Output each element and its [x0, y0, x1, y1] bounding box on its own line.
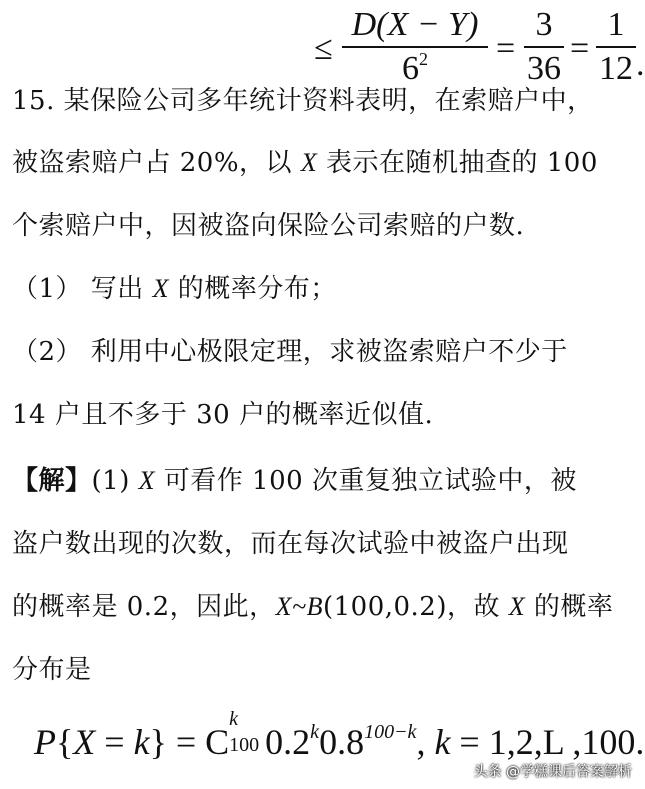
text-segment: ,: [416, 722, 435, 762]
prob-symbol: P: [34, 722, 56, 762]
question-2: （2） 利用中心极限定理，求被盗索赔户不少于: [12, 337, 568, 367]
exponent-100-minus-k: 100−k: [364, 721, 417, 743]
equals-sign: =: [570, 30, 590, 67]
fraction-denominator: 36: [527, 50, 561, 87]
text-segment: = 1,2,L ,100.: [450, 722, 645, 762]
base-p: 0.2: [265, 722, 311, 762]
binomial-notation: X~B: [275, 592, 323, 621]
text-segment: 的概率: [525, 592, 614, 622]
equals-sign: =: [95, 722, 134, 762]
period: .: [636, 46, 645, 83]
solution-line-4: 分布是: [12, 655, 92, 685]
variable-k: k: [133, 722, 150, 762]
combination-sup: k: [229, 708, 239, 730]
combination-indices: [229, 708, 265, 756]
solution-tag: 【解】: [12, 466, 92, 496]
variable-x: X: [508, 592, 526, 621]
solution-line-2: 盗户数出现的次数，而在每次试验中被盗户出现: [12, 529, 569, 559]
binomial-pmf-formula: [34, 708, 645, 763]
solution-line-1: [12, 460, 577, 497]
base-q: 0.8: [319, 722, 365, 762]
equals-sign: =: [496, 30, 516, 67]
brace-open: {: [56, 722, 74, 762]
fraction-numerator: D(X − Y): [351, 6, 479, 43]
den-base: 6: [402, 50, 419, 87]
leq-symbol: ≤: [314, 30, 333, 67]
text-segment: (1): [91, 466, 139, 496]
fraction-bar: [596, 46, 636, 48]
combination-sub: 100: [229, 734, 260, 756]
text-segment: 的概率分布；: [168, 274, 337, 304]
fraction-denominator: 12: [599, 50, 633, 87]
variable-x: X: [138, 466, 155, 495]
fraction-numerator: 3: [535, 6, 553, 43]
variable-k: k: [434, 722, 451, 762]
text-segment: 的概率是 0.2，因此，: [12, 592, 276, 622]
text-segment: 表示在随机抽查的 100: [317, 148, 598, 178]
text-segment: （1） 写出: [12, 274, 153, 304]
problem-line-2: [12, 142, 598, 179]
fraction-bar: [342, 46, 488, 48]
text-segment: 可看作 100 次重复独立试验中，被: [155, 466, 577, 496]
variable-x: X: [73, 722, 96, 762]
variable-x: X: [300, 148, 318, 177]
fraction-numerator: 1: [607, 6, 625, 43]
fraction-bar: [524, 46, 564, 48]
fraction-3-36: [524, 6, 564, 88]
den-exponent: 2: [419, 49, 428, 69]
question-1: [12, 268, 337, 305]
problem-line-1: 15. 某保险公司多年统计资料表明，在索赔户中，: [12, 86, 594, 116]
text-segment: 被盗索赔户占 20%，以: [12, 148, 301, 178]
solution-line-3: [12, 586, 613, 623]
brace-close-combination: } = C: [149, 722, 230, 762]
text-segment: (100,0.2)，故: [322, 592, 509, 622]
watermark: 头条 @学糕课后答案解析: [473, 764, 632, 780]
question-2-continued: 14 户且不多于 30 户的概率近似值.: [12, 400, 434, 430]
fraction-1-12: [596, 6, 636, 88]
problem-line-3: 个索赔户中，因被盗向保险公司索赔的户数.: [12, 211, 525, 241]
exponent-k: k: [310, 721, 320, 743]
variable-x: X: [152, 274, 169, 303]
